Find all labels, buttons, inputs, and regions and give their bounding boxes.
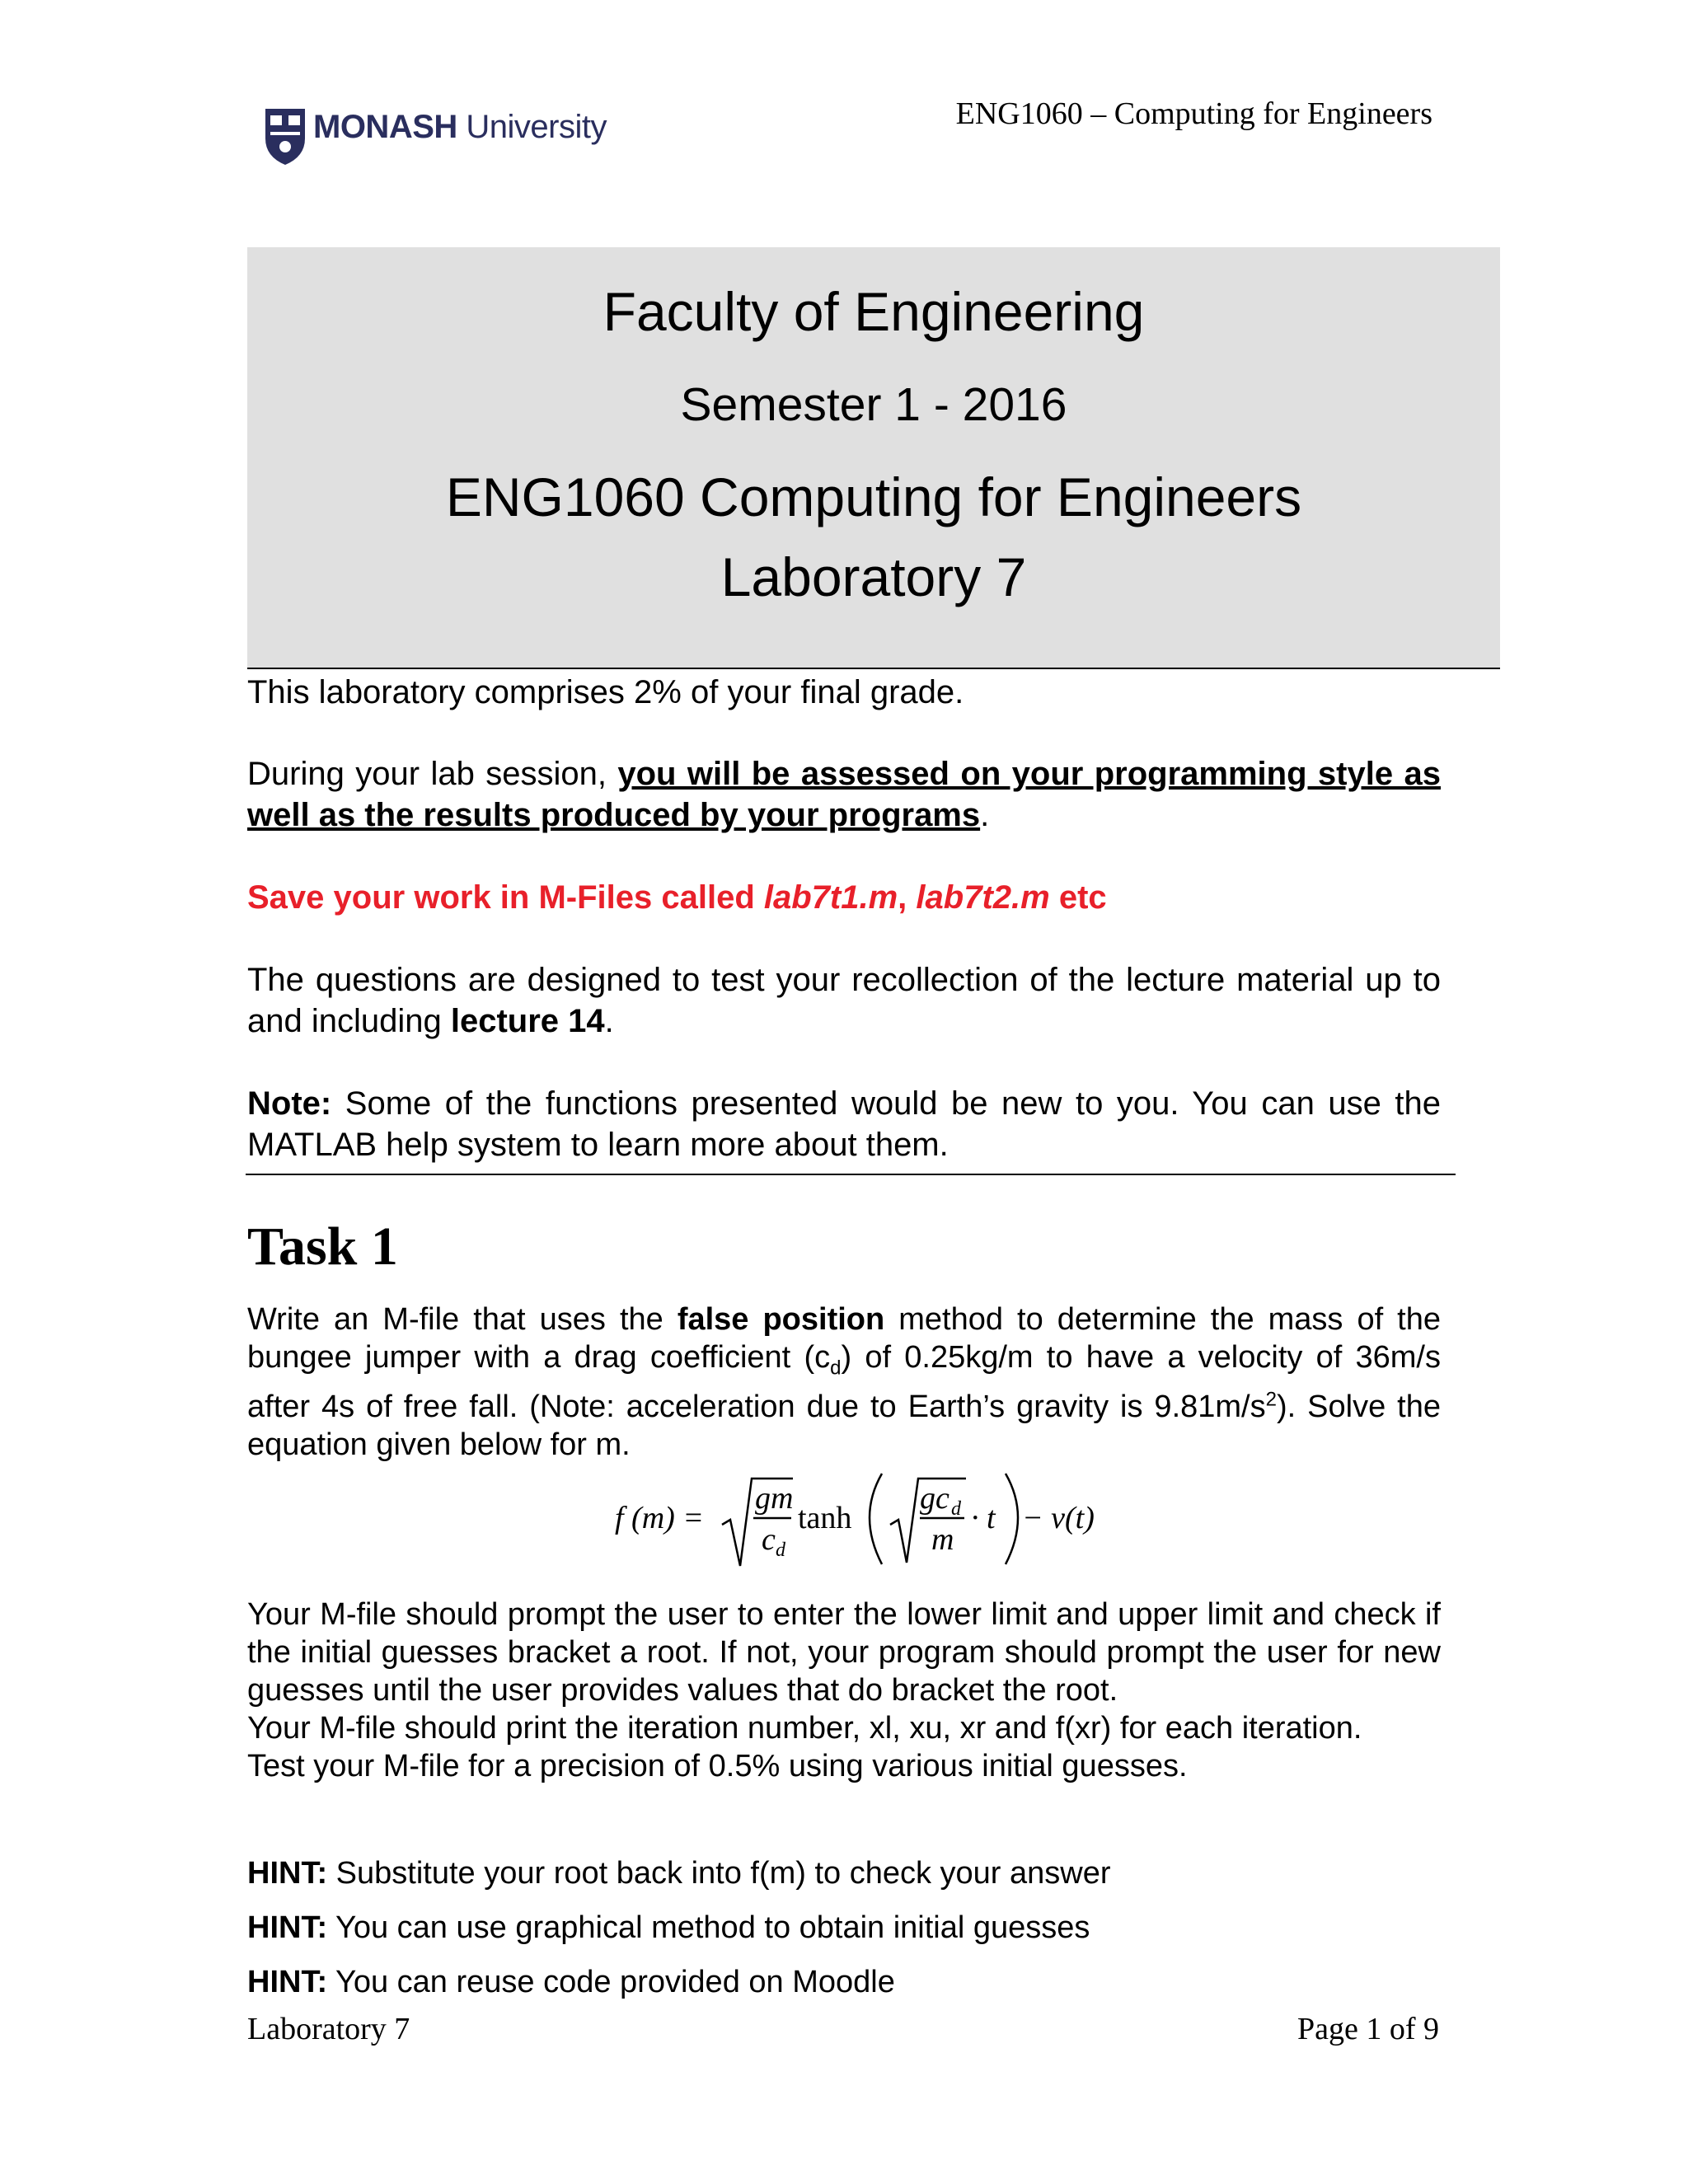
task1-heading: Task 1	[247, 1216, 398, 1277]
eq-num2: gc	[920, 1481, 950, 1516]
eq-den1-sub: d	[776, 1540, 785, 1561]
task1-prompt-paragraph	[247, 1596, 1441, 1785]
eq-num1: gm	[755, 1481, 794, 1516]
grade-text: This laboratory comprises 2% of your final grade.	[247, 674, 964, 710]
lab-title: Laboratory 7	[720, 546, 1027, 607]
task1-description: Write an M-file that uses the false position method to determine the mass of the bungee jumper with a drag coefficient $(c_d)$ of 0.25kg/m to have a velocity of 36m/s after 4s of free fall. (Note: acceleration due to Earth’s gravity is $9.81m/s^2$). Solve the equation given below for m.	[247, 1302, 1442, 1462]
logo-wordmark: MONASH University	[313, 109, 607, 145]
assessment-text: During your lab session, you will be assessed on your programming style as well as the results produced by your programs.	[247, 756, 1441, 833]
header-course-title: ENG1060 – Computing for Engineers	[955, 96, 1432, 131]
footer-page-number: Page 1 of 9	[1296, 2012, 1439, 2046]
task1-p2: Your M-file should prompt the user to enter the lower limit and upper limit and check if the initial guesses bracket a root. If not, your program should prompt the user for new guesses until the user provides values that do bracket the root.	[247, 1597, 1441, 1708]
monash-logo	[262, 105, 608, 168]
bungee-equation	[610, 1467, 1104, 1574]
questions-text: The questions are designed to test your recollection of the lecture material up to and including lecture 14.	[247, 962, 1441, 1039]
note-paragraph	[247, 1083, 1441, 1165]
eq-tanh: tanh	[798, 1501, 852, 1535]
title-box	[247, 247, 1500, 669]
hint-1: HINT: Substitute your root back into f(m) to check your answer	[247, 1856, 1111, 1891]
hint-2: HINT: You can use graphical method to obtain initial guesses	[247, 1910, 1090, 1945]
task1-p4: Test your M-file for a precision of 0.5% using various initial guesses.	[247, 1749, 1188, 1783]
hint-3: HINT: You can reuse code provided on Moodle	[247, 1965, 895, 1999]
eq-lhs: f (m) =	[615, 1501, 704, 1535]
monash-shield-icon	[262, 105, 308, 168]
footer-lab-label: Laboratory 7	[247, 2012, 410, 2046]
eq-den2: m	[931, 1522, 954, 1557]
course-title: ENG1060 Computing for Engineers	[445, 466, 1302, 527]
semester-title: Semester 1 - 2016	[680, 378, 1067, 431]
section-divider	[246, 1174, 1456, 1175]
eq-minus-v: − v(t)	[1022, 1501, 1095, 1535]
questions-paragraph	[247, 959, 1441, 1042]
grade-paragraph	[247, 672, 1441, 713]
save-instruction	[247, 877, 1441, 918]
assessment-paragraph	[247, 753, 1441, 836]
eq-num2-sub: d	[951, 1498, 961, 1520]
eq-den1: c	[762, 1522, 776, 1557]
task1-p3: Your M-file should print the iteration number, xl, xu, xr and f(xr) for each iteration.	[247, 1711, 1362, 1746]
eq-times-t: · t	[971, 1501, 996, 1535]
faculty-title: Faculty of Engineering	[603, 281, 1145, 342]
note-text: Note: Some of the functions presented would be new to you. You can use the MATLAB help system to learn more about them.	[247, 1085, 1441, 1163]
save-text: Save your work in M-Files called lab7t1.m, lab7t2.m etc	[247, 879, 1107, 916]
